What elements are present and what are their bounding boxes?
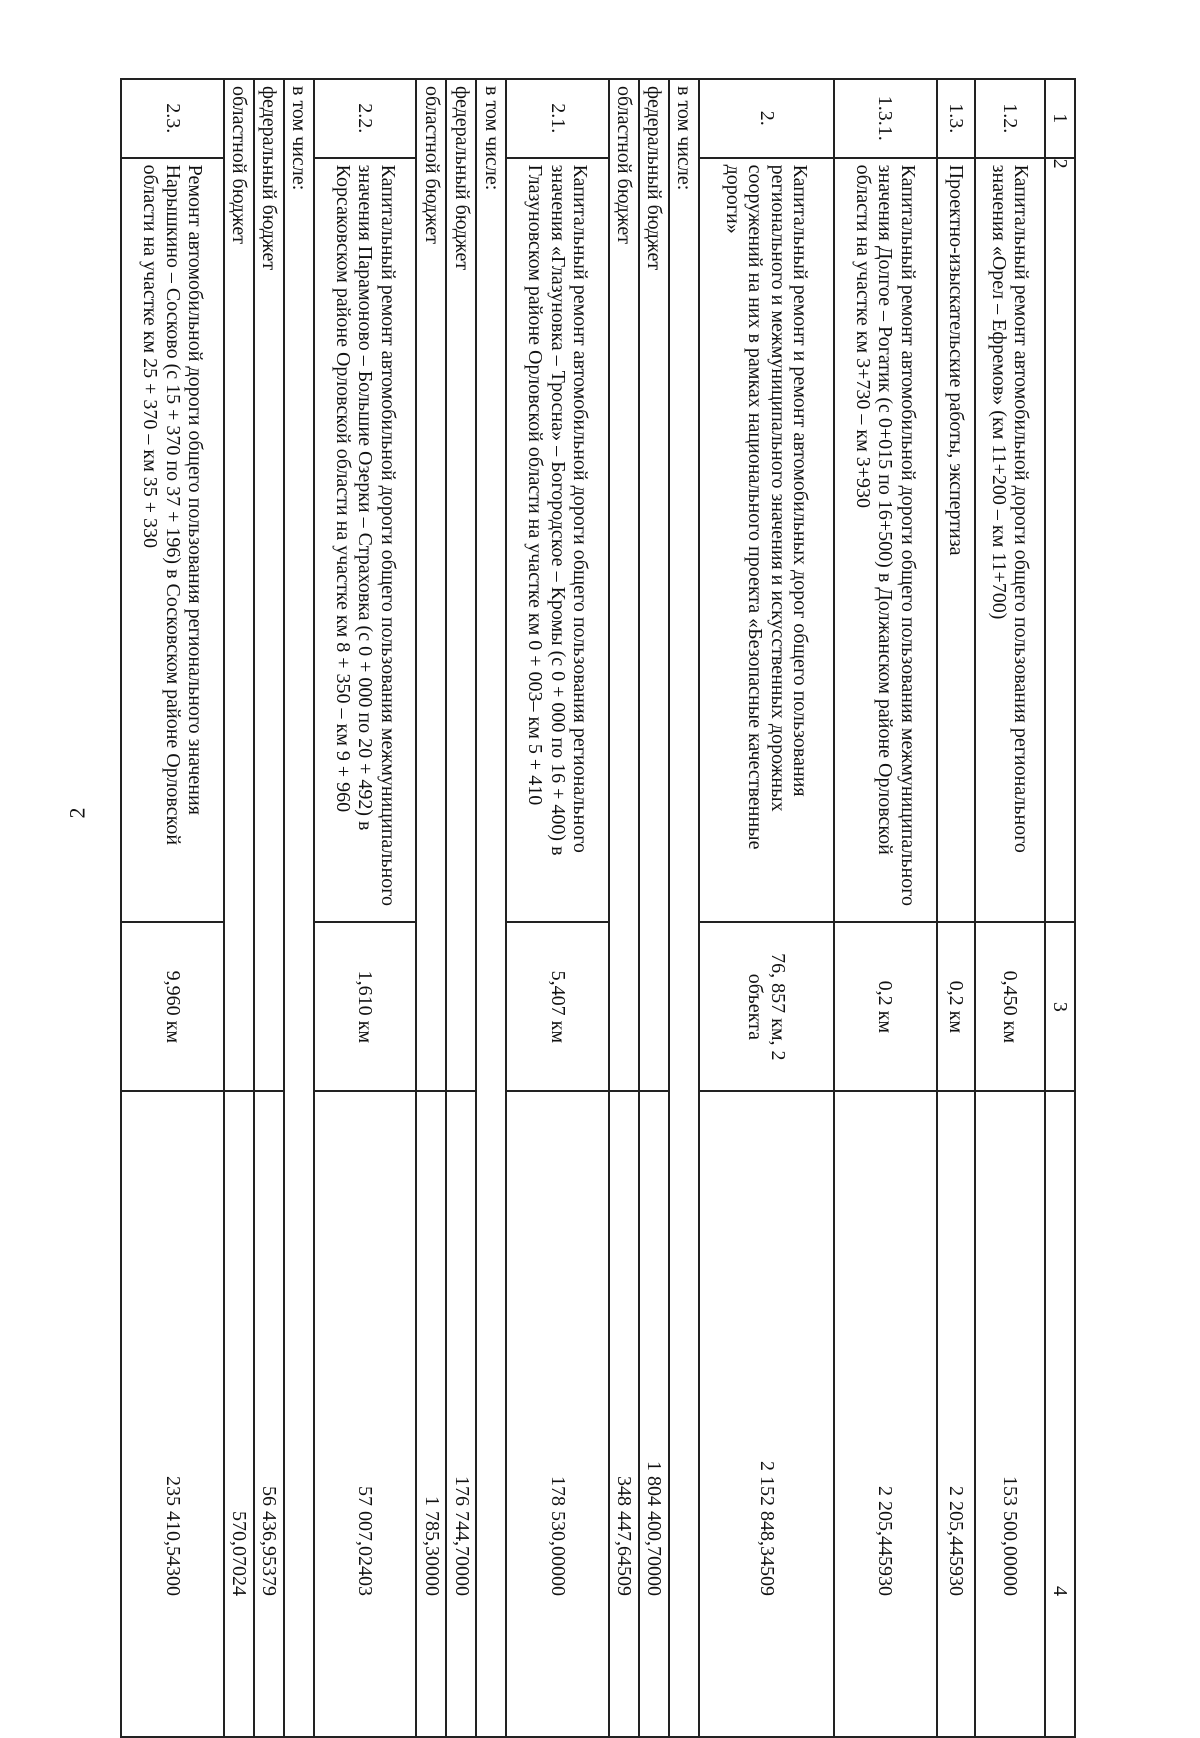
table-row <box>121 79 224 1737</box>
rotated-table-container <box>120 78 1076 1738</box>
row-number: 1.3.1. <box>834 79 937 158</box>
row-quantity: 1,610 км <box>314 922 417 1091</box>
table-row <box>937 79 975 1737</box>
row-number: 2.1. <box>506 79 609 158</box>
table-row-budget <box>609 79 639 1737</box>
table-row-budget <box>416 79 446 1737</box>
row-description: Капитальный ремонт автомобильной дороги общего пользования регионального значения «Орел – Ефремов» (км 11+200 – км 11+700) <box>975 158 1045 923</box>
table-row-including <box>284 79 314 1737</box>
row-amount: 153 500,00000 <box>975 1091 1045 1737</box>
row-number: 1.2. <box>975 79 1045 158</box>
table-row-budget <box>446 79 476 1737</box>
row-number: 2.2. <box>314 79 417 158</box>
budget-label: федеральный бюджет <box>639 79 669 1091</box>
row-amount: 57 007,02403 <box>314 1091 417 1737</box>
header-col-2: 2 <box>1045 158 1075 923</box>
table-row-including <box>476 79 506 1737</box>
budget-label: областной бюджет <box>609 79 639 1091</box>
row-description: Проектно-изыскательские работы, экспертиза <box>937 158 975 923</box>
row-quantity: 0,450 км <box>975 922 1045 1091</box>
row-description: Капитальный ремонт и ремонт автомобильных дорог общего пользования регионального и межмуниципального значения и искусственных дорожных сооружений на них в рамках национального проекта «Безопасные качественные дороги» <box>699 158 834 923</box>
road-works-table <box>120 78 1076 1738</box>
row-number: 2. <box>699 79 834 158</box>
budget-amount: 1 804 400,70000 <box>639 1091 669 1737</box>
row-number: 1.3. <box>937 79 975 158</box>
row-amount: 2 205,445930 <box>834 1091 937 1737</box>
budget-amount: 570,07024 <box>224 1091 254 1737</box>
row-amount: 235 410,54300 <box>121 1091 224 1737</box>
budget-label: областной бюджет <box>416 79 446 1091</box>
row-amount: 2 152 848,34509 <box>699 1091 834 1737</box>
table-body <box>121 79 1045 1737</box>
table-row <box>506 79 609 1737</box>
row-quantity: 0,2 км <box>937 922 975 1091</box>
budget-label: федеральный бюджет <box>254 79 284 1091</box>
row-description: Капитальный ремонт автомобильной дороги общего пользования межмуниципального значения Долгое – Рогатик (с 0+015 по 16+500) в Должанском районе Орловской области на участке км 3+730 – км 3+930 <box>834 158 937 923</box>
budget-label: федеральный бюджет <box>446 79 476 1091</box>
budget-amount: 1 785,30000 <box>416 1091 446 1737</box>
including-label: в том числе: <box>476 79 506 1737</box>
table-row-budget <box>639 79 669 1737</box>
row-quantity: 5,407 км <box>506 922 609 1091</box>
row-description: Ремонт автомобильной дороги общего пользования регионального значения Нарышкино – Сосково (с 15 + 370 по 37 + 196) в Сосковском районе Орловской области на участке км 25 + 370 – км 35 + 330 <box>121 158 224 923</box>
row-quantity: 76, 857 км, 2 объекта <box>699 922 834 1091</box>
table-row <box>314 79 417 1737</box>
table-row-including <box>669 79 699 1737</box>
row-amount: 2 205,445930 <box>937 1091 975 1737</box>
budget-amount: 348 447,64509 <box>609 1091 639 1737</box>
budget-amount: 56 436,95379 <box>254 1091 284 1737</box>
row-description: Капитальный ремонт автомобильной дороги общего пользования межмуниципального значения Парамоново – Большие Озерки – Страховка (с 0 + 000 по 20 + 492) в Корсаковском районе Орловской области на участке км 8 + 350 – км 9 + 960 <box>314 158 417 923</box>
row-description: Капитальный ремонт автомобильной дороги общего пользования регионального значения «Глазуновка – Тросна» – Богородское – Кромы (с 0 + 000 по 16 + 400) в Глазуновском районе Орловской области на участке км 0 + 003– км 5 + 410 <box>506 158 609 923</box>
budget-label: областной бюджет <box>224 79 254 1091</box>
page-number: 2 <box>64 807 90 819</box>
header-col-3: 3 <box>1045 922 1075 1091</box>
row-amount: 178 530,00000 <box>506 1091 609 1737</box>
table-row-budget <box>254 79 284 1737</box>
including-label: в том числе: <box>284 79 314 1737</box>
budget-amount: 176 744,70000 <box>446 1091 476 1737</box>
row-quantity: 9,960 км <box>121 922 224 1091</box>
header-col-4: 4 <box>1045 1091 1075 1737</box>
including-label: в том числе: <box>669 79 699 1737</box>
row-number: 2.3. <box>121 79 224 158</box>
row-quantity: 0,2 км <box>834 922 937 1091</box>
table-row-budget <box>224 79 254 1737</box>
table-row <box>975 79 1045 1737</box>
table-row <box>834 79 937 1737</box>
table-row <box>699 79 834 1737</box>
header-col-1: 1 <box>1045 79 1075 158</box>
table-header-row <box>1045 79 1075 1737</box>
